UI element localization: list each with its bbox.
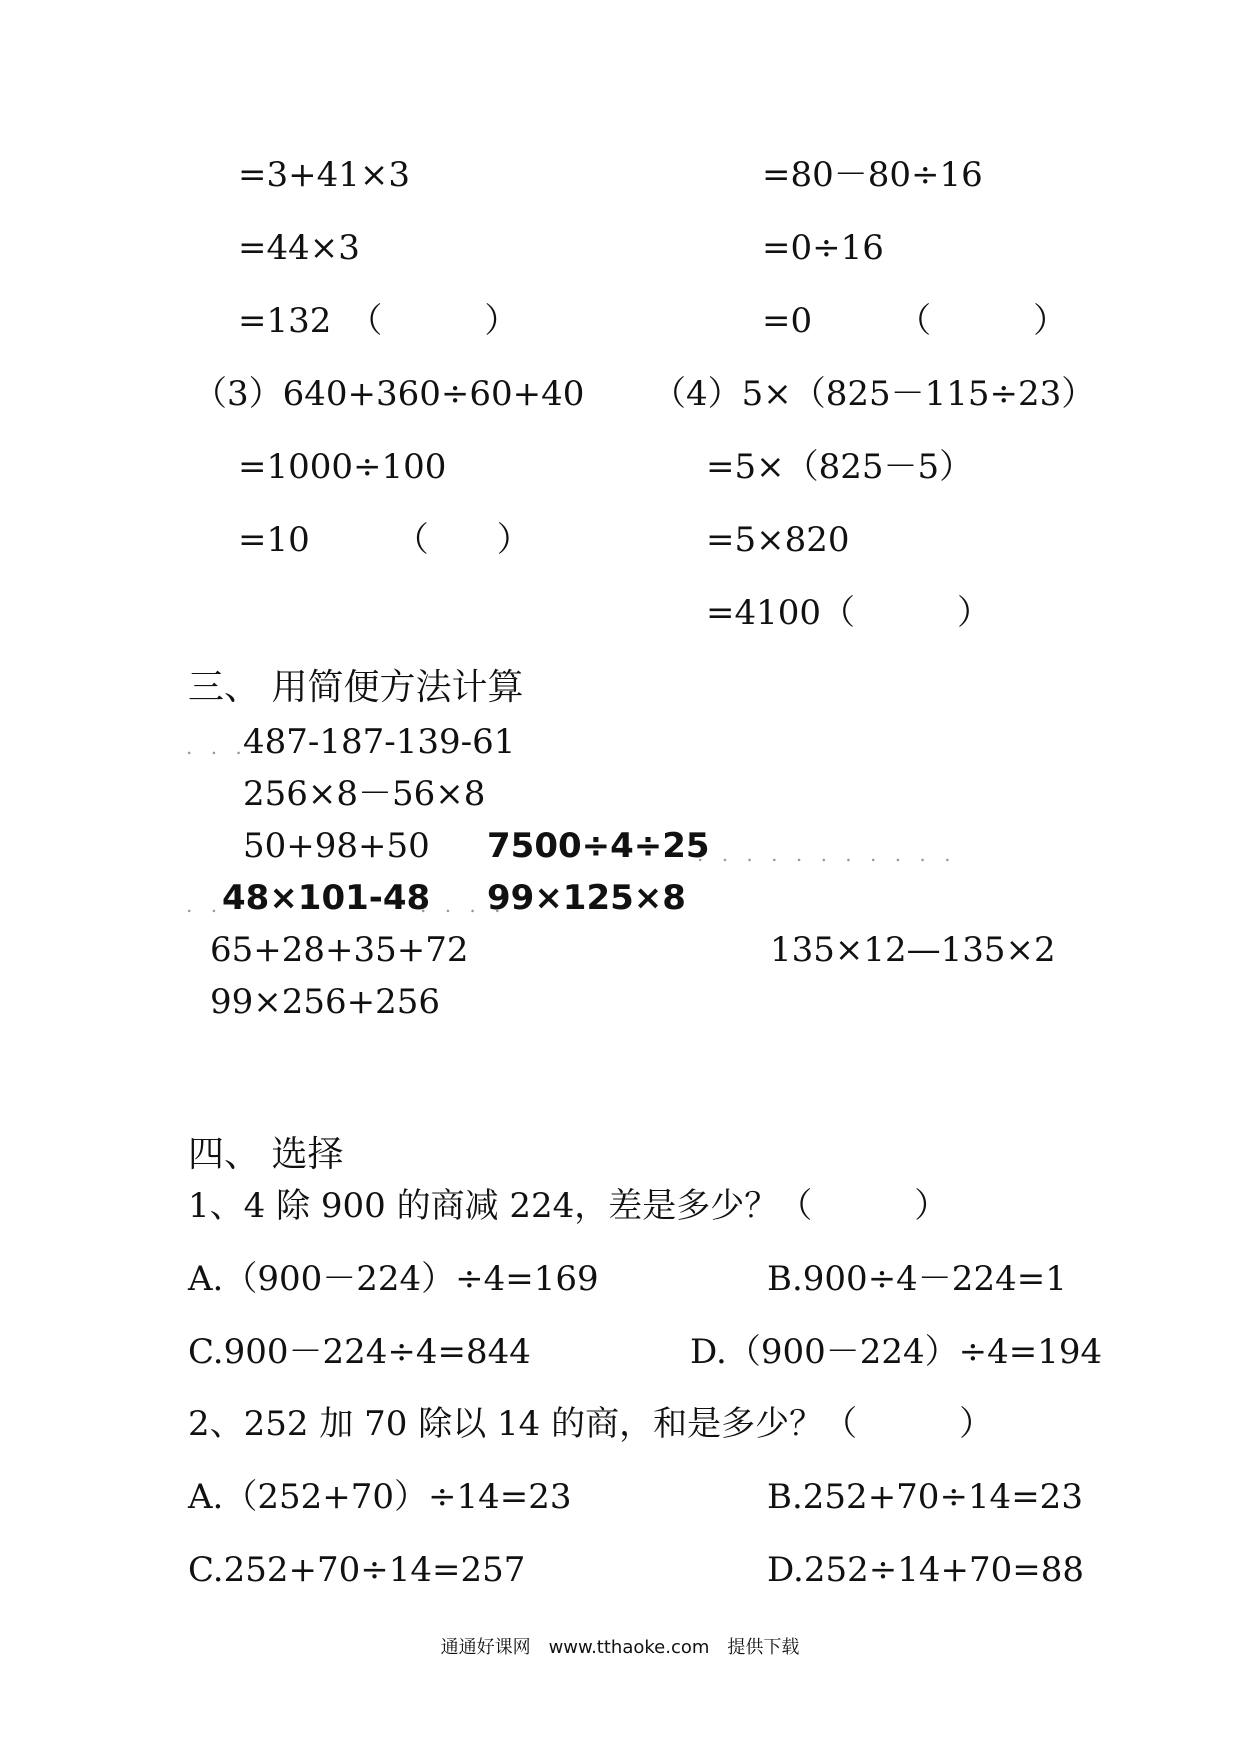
q3-title: （3）640+360÷60+40 [193, 374, 585, 414]
q2-option-a: A.（252+70）÷14=23 [188, 1477, 572, 1517]
footer-text: 通通好课网 www.tthaoke.com 提供下载 [440, 1637, 800, 1658]
q2-option-b: B.252+70÷14=23 [767, 1477, 1083, 1517]
calc-b: 256×8－56×8 [243, 774, 486, 814]
q3-step-1: =1000÷100 [238, 447, 447, 487]
calc-i: 99×256+256 [210, 982, 441, 1022]
dot-leader: . . . [186, 735, 248, 759]
calc-f: 99×125×8 [487, 878, 686, 918]
calc-h: 135×12—135×2 [770, 930, 1056, 970]
right-step-2: =0÷16 [762, 228, 884, 268]
q1-option-c: C.900－224÷4=844 [188, 1332, 531, 1372]
q4-step-2: =5×820 [706, 520, 850, 560]
calc-e: 48×101-48 [222, 878, 431, 918]
q1-option-d: D.（900－224）÷4=194 [690, 1332, 1103, 1372]
dot-leader: . . . . . . . . . . . [697, 842, 957, 866]
right-step-3: =0 （ ） [762, 301, 1068, 341]
left-step-1: =3+41×3 [238, 155, 410, 195]
left-step-2: =44×3 [238, 228, 360, 268]
right-step-1: =80－80÷16 [762, 155, 983, 195]
q2-option-d: D.252÷14+70=88 [767, 1550, 1085, 1590]
calc-g: 65+28+35+72 [210, 930, 469, 970]
q1-option-a: A.（900－224）÷4=169 [188, 1259, 599, 1299]
left-step-3: =132 （ ） [238, 301, 519, 341]
q2-option-c: C.252+70÷14=257 [188, 1550, 526, 1590]
dot-leader: . . . . [420, 893, 507, 917]
section-3-heading: 三、 用简便方法计算 [188, 667, 524, 708]
dot-leader: . . [186, 893, 224, 917]
q4-step-1: =5×（825－5） [706, 447, 974, 487]
q4-title: （4）5×（825－115÷23） [652, 374, 1096, 414]
section-4-heading: 四、 选择 [188, 1134, 344, 1175]
q2-text: 2、252 加 70 除以 14 的商，和是多少？（ ） [188, 1404, 994, 1444]
q3-step-2: =10 （ ） [238, 520, 531, 560]
calc-a: 487-187-139-61 [243, 722, 516, 762]
q1-text: 1、4 除 900 的商减 224，差是多少？（ ） [188, 1186, 949, 1226]
calc-d: 7500÷4÷25 [487, 826, 710, 866]
q1-option-b: B.900÷4－224=1 [767, 1259, 1067, 1299]
q4-step-3: =4100（ ） [706, 593, 992, 633]
calc-c: 50+98+50 [243, 826, 430, 866]
